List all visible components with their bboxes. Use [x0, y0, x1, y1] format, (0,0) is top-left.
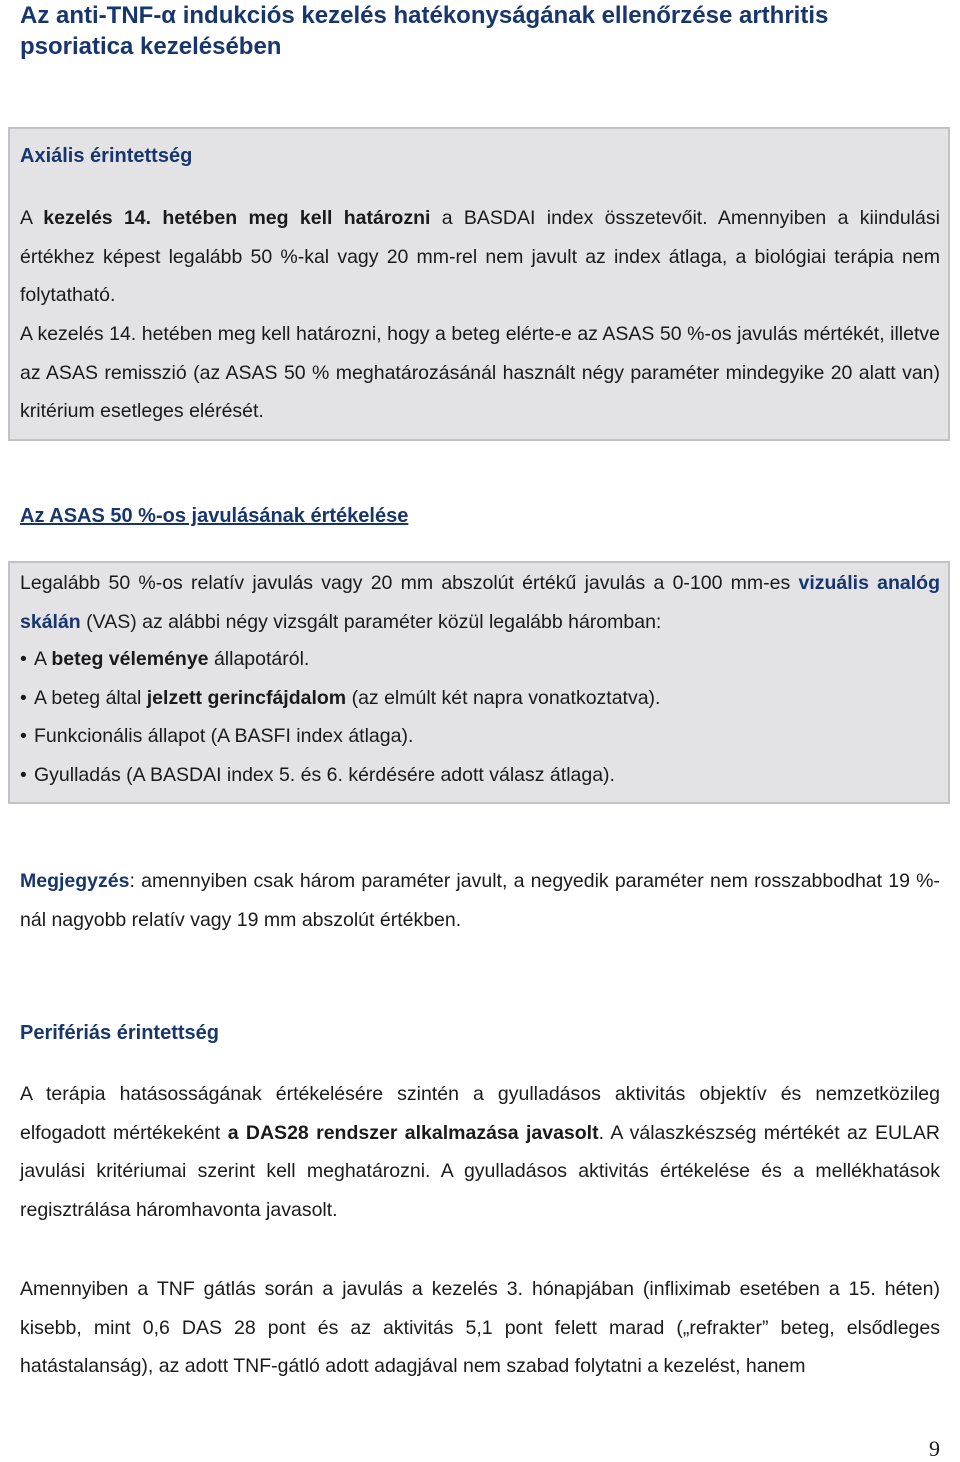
list-item: • Funkcionális állapot (A BASFI index átlaga). — [20, 717, 940, 756]
note-label: Megjegyzés — [20, 870, 130, 892]
axial-paragraph-2: A kezelés 14. hetében meg kell határozni, hogy a beteg elérte-e az ASAS 50 %-os javulás mértékét, illetve az ASAS remisszió (az ASAS 50 % meghatározásánál használt négy paraméter mindegyike 20 alatt van) kritérium esetleges elérését. — [20, 323, 940, 422]
axial-paragraph-1: A kezelés 14. hetében meg kell határozni a BASDAI index összetevőit. Amennyiben a kiindulási értékhez képest legalább 50 %-kal vagy 20 mm-rel nem javult az index átlaga, a biológiai terápia nem folytatható. — [20, 207, 940, 306]
peripheral-paragraph-1: A terápia hatásosságának értékelésére szintén a gyulladásos aktivitás objektív és nemzetközileg elfogadott mértékeként a DAS28 rendszer alkalmazása javasolt. A válaszkészség mértékét az EULAR javulási kritériumai szerint kell meghatározni. A gyulladásos aktivitás értékelése és a mellékhatások regisztrálása háromhavonta javasolt. — [20, 1083, 940, 1221]
asas-intro: Legalább 50 %-os relatív javulás vagy 20 mm abszolút értékű javulás a 0-100 mm-es vizuális analóg skálán (VAS) az alábbi négy vizsgált paraméter közül legalább háromban: — [20, 572, 940, 633]
axial-heading: Axiális érintettség — [20, 145, 193, 167]
page-number: 9 — [929, 1436, 940, 1461]
page-title: Az anti-TNF-α indukciós kezelés hatékonyságának ellenőrzése arthritis psoriatica kezelésében — [20, 2, 829, 60]
peripheral-paragraph-2: Amennyiben a TNF gátlás során a javulás a kezelés 3. hónapjában (infliximab esetében a 15. héten) kisebb, mint 0,6 DAS 28 pont és az aktivitás 5,1 pont felett marad („refrakter” beteg, elsődleges hatástalanság), az adott TNF-gátló adott adagjával nem szabad folytatni a kezelést, hanem — [20, 1278, 940, 1377]
list-item: • A beteg véleménye állapotáról. — [20, 640, 940, 679]
list-item: • A beteg által jelzett gerincfájdalom (az elmúlt két napra vonatkoztatva). — [20, 679, 940, 718]
asas-criteria-list — [20, 640, 940, 794]
asas-heading: Az ASAS 50 %-os javulásának értékelése — [20, 505, 409, 527]
note-paragraph: Megjegyzés: amennyiben csak három paraméter javult, a negyedik paraméter nem rosszabbodhat 19 %- nál nagyobb relatív vagy 19 mm abszolút értékben. — [20, 870, 940, 931]
peripheral-heading: Perifériás érintettség — [20, 1022, 219, 1044]
list-item: • Gyulladás (A BASDAI index 5. és 6. kérdésére adott válasz átlaga). — [20, 756, 940, 795]
